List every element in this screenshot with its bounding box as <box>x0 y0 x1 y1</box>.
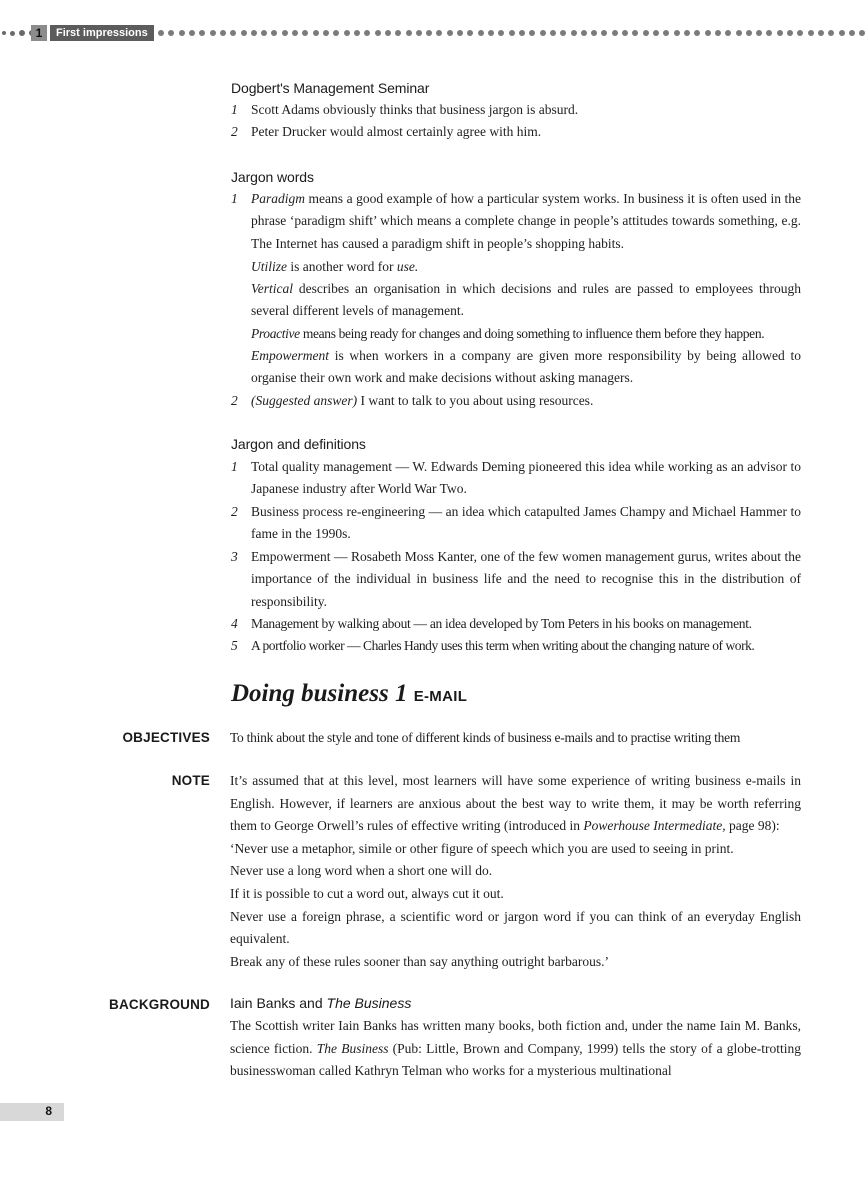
header-dot <box>725 30 731 36</box>
header-dot <box>282 30 288 36</box>
header-dot <box>354 30 360 36</box>
background-heading-text: Iain Banks and <box>230 995 327 1011</box>
item-number: 1 <box>231 191 238 206</box>
header-dot <box>839 30 845 36</box>
header-dot <box>612 30 618 36</box>
definition-vertical: describes an organisation in which decisions and rules are passed to employees through several different levels of management. <box>251 281 801 319</box>
header-dot <box>591 30 597 36</box>
item-number: 3 <box>231 549 238 564</box>
header-dot <box>406 30 412 36</box>
header-dot <box>859 30 865 36</box>
header-dot <box>302 30 308 36</box>
item-number: 2 <box>231 124 238 139</box>
item-text: Peter Drucker would almost certainly agree with him. <box>251 124 542 139</box>
orwell-rule-2: Never use a long word when a short one will do. <box>230 863 493 879</box>
objectives-label: OBJECTIVES <box>122 730 210 745</box>
header-dot <box>736 30 742 36</box>
page-number-box <box>0 1103 64 1121</box>
header-dot <box>705 30 711 36</box>
header-dot <box>818 30 824 36</box>
header-dot <box>220 30 226 36</box>
header-dot <box>426 30 432 36</box>
definition-paradigm: means a good example of how a particular system works. In business it is often used in the phrase ‘paradigm shift’ which means a complete change in people’s attitudes towards something, e.g. The Internet has caused a paradigm shift in people’s shopping habits. <box>251 191 801 251</box>
header-dot <box>571 30 577 36</box>
item-number: 1 <box>231 459 238 474</box>
header-dot <box>694 30 700 36</box>
header-dot <box>179 30 185 36</box>
background-text-start: The Scottish writer Iain Banks has written many books, both fiction and, under the name Iain M. Banks, science fiction. <box>230 1018 801 1056</box>
header-dot <box>199 30 205 36</box>
item-number: 2 <box>231 393 238 408</box>
header-dot <box>777 30 783 36</box>
header-dot <box>436 30 442 36</box>
definition-proactive-line <box>251 323 801 345</box>
definition-empowerment: is when workers in a company are given more responsibility by being allowed to organise their own work and make decisions without asking managers. <box>251 348 801 386</box>
background-label: BACKGROUND <box>109 997 210 1012</box>
book-title-the-business: The Business <box>316 1040 389 1056</box>
book-title-powerhouse: Powerhouse Intermediate, <box>583 818 726 834</box>
term-utilize: Utilize <box>251 259 287 274</box>
header-dot <box>385 30 391 36</box>
header-dot <box>632 30 638 36</box>
term-vertical: Vertical <box>251 281 293 296</box>
header-dot <box>746 30 752 36</box>
header-dot <box>313 30 319 36</box>
header-dot <box>189 30 195 36</box>
header-dot <box>560 30 566 36</box>
background-text-end: (Pub: Little, Brown and Company, 1999) tells the story of a globe-trotting businesswoman called Kathryn Telman who works for a mysterious multinational <box>230 1040 801 1079</box>
header-dot <box>498 30 504 36</box>
header-dot <box>581 30 587 36</box>
definition-vertical-line <box>251 278 801 323</box>
header-dot <box>323 30 329 36</box>
header-dot <box>622 30 628 36</box>
header-dot <box>375 30 381 36</box>
item-text: A portfolio worker — Charles Handy uses this term when writing about the changing nature of work. <box>251 638 755 653</box>
jargon-words-item-2 <box>231 390 801 412</box>
header-dot <box>168 30 174 36</box>
header-dot <box>808 30 814 36</box>
chapter-title: First impressions <box>50 25 154 41</box>
header-dot <box>643 30 649 36</box>
definition-utilize-line <box>251 256 801 278</box>
header-dot <box>230 30 236 36</box>
header-dot <box>478 30 484 36</box>
section-heading-jargon-words: Jargon words <box>231 169 314 185</box>
orwell-rule-5: Break any of these rules sooner than say anything outright barbarous.’ <box>230 953 610 969</box>
objectives-text: To think about the style and tone of different kinds of business e-mails and to practise writing them <box>230 730 741 745</box>
definitions-item-4 <box>231 613 801 635</box>
definitions-item-3 <box>231 546 801 613</box>
jargon-words-item-1 <box>231 188 801 255</box>
header-dot <box>663 30 669 36</box>
item-number: 1 <box>231 102 238 117</box>
orwell-rule-4: Never use a foreign phrase, a scientific word or jargon word if you can think of an everyday English equivalent. <box>230 908 801 947</box>
item-text: Business process re-engineering — an idea which catapulted James Champy and Michael Hammer to fame in the 1990s. <box>251 504 801 542</box>
definitions-item-1 <box>231 456 801 501</box>
item-text: Empowerment — Rosabeth Moss Kanter, one of the few women management gurus, writes about the importance of the individual in business life and the need to recognise this in the distribution of responsibility. <box>251 549 801 609</box>
header-dot <box>550 30 556 36</box>
header-dot <box>395 30 401 36</box>
orwell-rule-3: If it is possible to cut a word out, always cut it out. <box>230 885 504 901</box>
item-number: 2 <box>231 504 238 519</box>
header-dot <box>684 30 690 36</box>
background-text <box>230 1015 801 1083</box>
header-dot <box>529 30 535 36</box>
item-text <box>251 390 801 412</box>
item-text: Scott Adams obviously thinks that business jargon is absurd. <box>251 102 579 117</box>
header-dot <box>457 30 463 36</box>
doing-business-subtitle: E-MAIL <box>413 688 468 705</box>
header-dot <box>766 30 772 36</box>
header-dot <box>416 30 422 36</box>
definition-utilize: is another word for <box>287 259 397 274</box>
item-text: Management by walking about — an idea developed by Tom Peters in his books on management. <box>251 616 752 631</box>
running-header <box>0 24 868 42</box>
note-intro-page: page 98): <box>725 818 780 834</box>
section-heading-dogbert: Dogbert's Management Seminar <box>231 80 430 96</box>
header-dot <box>797 30 803 36</box>
orwell-rule-1: ‘Never use a metaphor, simile or other figure of speech which you are used to seeing in print. <box>230 840 734 856</box>
dogbert-item-2 <box>231 121 801 143</box>
header-dot <box>210 30 216 36</box>
suggested-answer-text: I want to talk to you about using resources. <box>357 393 594 408</box>
header-dot <box>715 30 721 36</box>
definition-empowerment-line <box>251 345 801 390</box>
item-number: 5 <box>231 638 238 653</box>
page-number: 8 <box>45 1104 52 1118</box>
word-use: use. <box>396 259 419 274</box>
term-paradigm: Paradigm <box>251 191 305 206</box>
header-dot <box>653 30 659 36</box>
background-heading <box>230 995 411 1011</box>
doing-business-title: Doing business 1 <box>231 680 408 707</box>
item-text <box>251 188 801 255</box>
header-dot <box>540 30 546 36</box>
definitions-item-5 <box>231 635 801 657</box>
header-dot <box>271 30 277 36</box>
definition-proactive: means being ready for changes and doing something to influence them before they happen. <box>299 326 765 341</box>
header-dot <box>601 30 607 36</box>
doing-business-heading <box>231 680 467 708</box>
item-number: 4 <box>231 616 238 631</box>
header-dot <box>364 30 370 36</box>
chapter-number: 1 <box>31 25 47 41</box>
header-dot <box>333 30 339 36</box>
item-text: Total quality management — W. Edwards Deming pioneered this idea while working as an advisor to Japanese industry after World War Two. <box>251 459 801 497</box>
section-heading-jargon-definitions: Jargon and definitions <box>231 436 366 452</box>
header-dot <box>158 30 164 36</box>
note-label: NOTE <box>171 773 210 788</box>
header-dot <box>447 30 453 36</box>
term-proactive: Proactive <box>251 326 300 341</box>
header-dot <box>344 30 350 36</box>
background-heading-title: The Business <box>326 995 412 1011</box>
term-empowerment: Empowerment <box>251 348 329 363</box>
dogbert-item-1 <box>231 99 801 121</box>
header-dot <box>292 30 298 36</box>
header-dots-right <box>158 24 868 42</box>
note-body <box>230 770 801 973</box>
header-dot <box>674 30 680 36</box>
header-dot <box>509 30 515 36</box>
note-intro <box>230 770 801 838</box>
header-dot <box>251 30 257 36</box>
header-dot <box>849 30 855 36</box>
suggested-answer-label: (Suggested answer) <box>251 393 358 408</box>
definitions-item-2 <box>231 501 801 546</box>
note-intro-text: It’s assumed that at this level, most learners will have some experience of writing business e-mails in English. However, if learners are anxious about the best way to write them, it may be worth referring them to George Orwell’s rules of effective writing (introduced in <box>230 773 801 834</box>
header-dot <box>519 30 525 36</box>
header-dot <box>828 30 834 36</box>
header-dot <box>241 30 247 36</box>
header-dot <box>756 30 762 36</box>
header-dot <box>787 30 793 36</box>
header-dot <box>467 30 473 36</box>
header-dot <box>261 30 267 36</box>
header-dot <box>488 30 494 36</box>
